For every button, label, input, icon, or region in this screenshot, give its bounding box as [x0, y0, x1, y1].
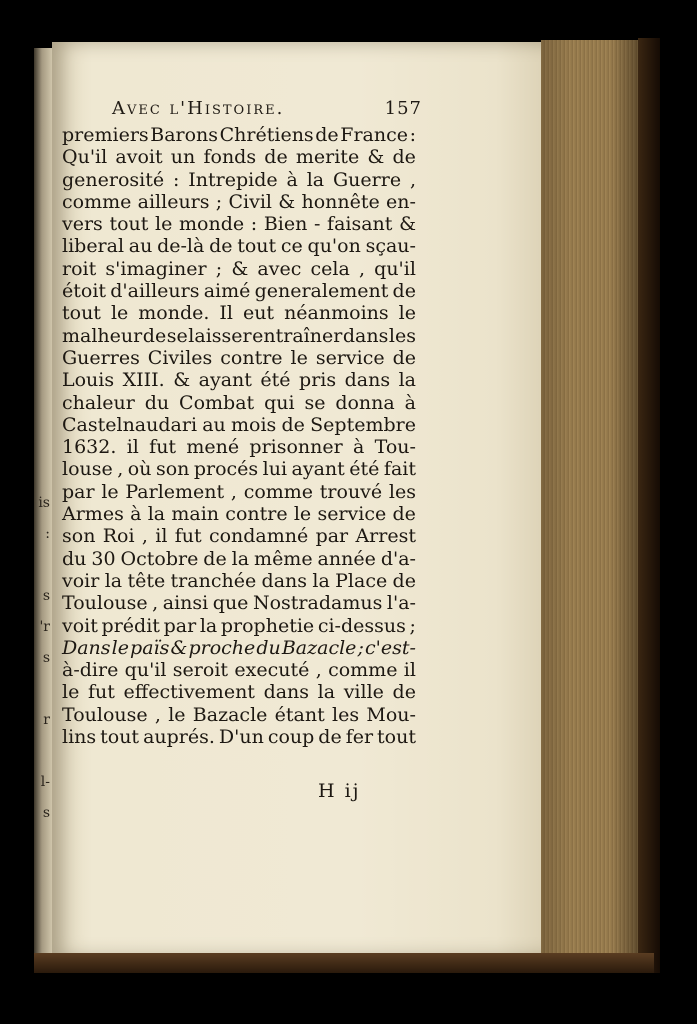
text-line: Louis XIII. & ayant été pris dans la	[62, 369, 416, 392]
page-block-edges	[541, 40, 641, 960]
text-line: Castelnaudari au mois de Septembre	[62, 413, 416, 436]
text-line: liberal au de-là de tout ce qu'on sçau-	[62, 235, 416, 258]
text-line: chaleur du Combat qui se donna à	[62, 391, 416, 414]
body-text	[62, 124, 416, 748]
text-line: Armes à la main contre le service de	[62, 503, 416, 526]
previous-page-fragment: 'r	[39, 619, 50, 635]
running-head-title: Avec l'Histoire.	[112, 98, 285, 119]
book-cover-right	[638, 38, 660, 973]
text-line: louse , où son procés lui ayant été fait	[62, 458, 416, 481]
previous-page-fragment: is	[38, 495, 50, 511]
previous-page-fragment: s	[42, 588, 50, 604]
previous-page-fragment	[36, 674, 50, 705]
text-line: à-dire qu'il seroit executé , comme il	[62, 659, 416, 682]
text-line: roit s'imaginer ; & avec cela , qu'il	[62, 257, 416, 280]
text-line: voir la tête tranchée dans la Place de	[62, 569, 416, 592]
text-line: generosité : Intrepide à la Guerre ,	[62, 168, 416, 191]
text-line: premiers Barons Chrétiens de France :	[62, 124, 416, 146]
text-line: malheur de se laisser entraîner dans les	[62, 324, 416, 347]
previous-page-fragment: s	[42, 805, 50, 821]
text-line: comme ailleurs ; Civil & honnête en-	[62, 190, 416, 213]
running-head	[112, 98, 422, 119]
previous-page-fragment	[36, 736, 50, 767]
previous-page-fragment	[36, 550, 50, 581]
text-line: Qu'il avoit un fonds de merite & de	[62, 146, 416, 169]
previous-page-fragment: l-	[40, 774, 50, 790]
page-number: 157	[384, 98, 422, 119]
text-line: 1632. il fut mené prisonner à Tou-	[62, 436, 416, 459]
signature-mark: H ij	[318, 780, 361, 802]
text-line: son Roi , il fut condamné par Arrest	[62, 525, 416, 548]
text-line: vers tout le monde : Bien - faisant &	[62, 213, 416, 236]
previous-page-fragment: :	[45, 526, 50, 542]
previous-page-fragment: r	[43, 712, 50, 728]
text-line: le fut effectivement dans la ville de	[62, 681, 416, 704]
text-line: étoit d'ailleurs aimé generalement de	[62, 280, 416, 303]
previous-page-edge	[34, 48, 54, 963]
text-line: Toulouse , le Bazacle étant les Mou-	[62, 703, 416, 726]
text-line: Toulouse , ainsi que Nostradamus l'a-	[62, 592, 416, 615]
text-line: Guerres Civiles contre le service de	[62, 346, 416, 369]
text-line: lins tout auprés. D'un coup de fer tout	[62, 726, 416, 749]
text-line: du 30 Octobre de la même année d'a-	[62, 547, 416, 570]
previous-page-fragments	[36, 488, 50, 829]
text-line: tout le monde. Il eut néanmoins le	[62, 302, 416, 325]
previous-page-fragment: s	[42, 650, 50, 666]
text-line: par le Parlement , comme trouvé les	[62, 480, 416, 503]
book-cover-bottom	[34, 953, 654, 973]
text-line: Dans le païs & proche du Bazacle ; c'est-	[62, 636, 416, 659]
text-line: voit prédit par la prophetie ci-dessus ;	[62, 614, 416, 637]
